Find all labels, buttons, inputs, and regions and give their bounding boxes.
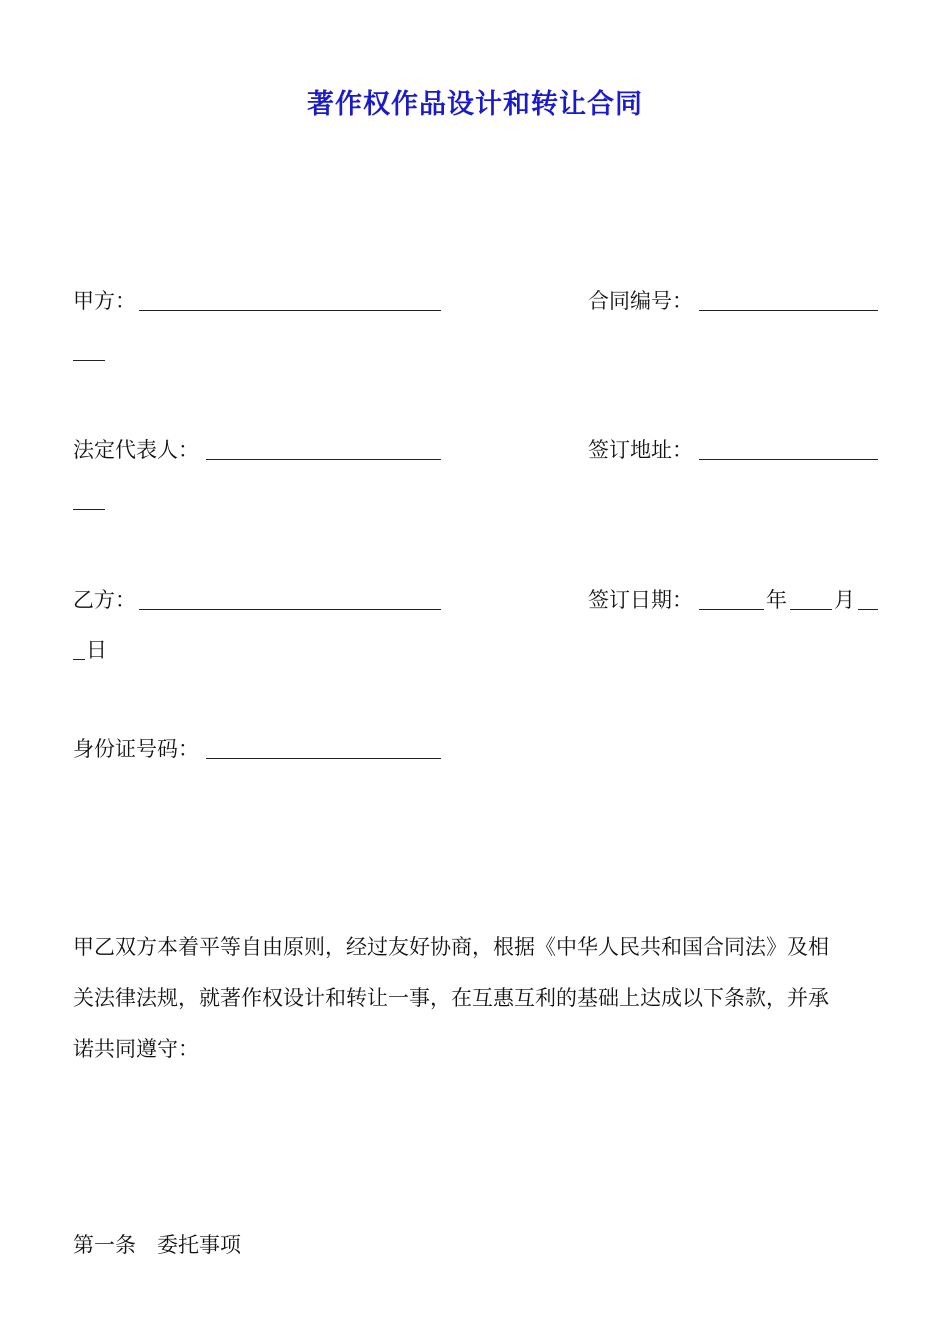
sign-date-day-blank[interactable] [858,609,878,610]
party-a-label: 甲方： [73,289,136,313]
id-number-label: 身份证号码： [73,737,199,761]
sign-date-year-blank[interactable] [699,609,764,610]
sign-date-year-label: 年 [766,588,787,612]
party-b-blank[interactable] [139,609,441,610]
legal-rep-label: 法定代表人： [73,438,199,462]
contract-number-blank[interactable] [699,310,878,311]
sign-date-label: 签订日期： [588,588,693,612]
preamble-line: 甲乙双方本着平等自由原则，经过友好协商，根据《中华人民共和国合同法》及相 [73,935,829,959]
preamble-paragraph [73,922,881,1075]
contract-number-label: 合同编号： [588,289,693,313]
party-a-blank[interactable] [139,310,441,311]
preamble-line: 诺共同遵守： [73,1037,199,1061]
sign-date-month-blank[interactable] [790,609,832,610]
sign-date-month-label: 月 [834,588,855,612]
sign-date-day-label: 日 [86,638,107,662]
preamble-line: 关法律法规，就著作权设计和转让一事，在互惠互利的基础上达成以下条款，并承 [73,986,829,1010]
legal-rep-blank[interactable] [206,459,441,460]
sign-place-label: 签订地址： [588,438,693,462]
section-heading: 第一条 委托事项 [73,1233,241,1257]
sign-place-blank-cont[interactable] [73,509,105,510]
sign-date-day-blank-cont[interactable] [73,659,85,660]
id-number-blank[interactable] [206,758,441,759]
sign-place-blank[interactable] [699,459,878,460]
party-b-label: 乙方： [73,588,136,612]
document-title: 著作权作品设计和转让合同 [307,89,643,120]
contract-number-blank-cont[interactable] [73,360,105,361]
